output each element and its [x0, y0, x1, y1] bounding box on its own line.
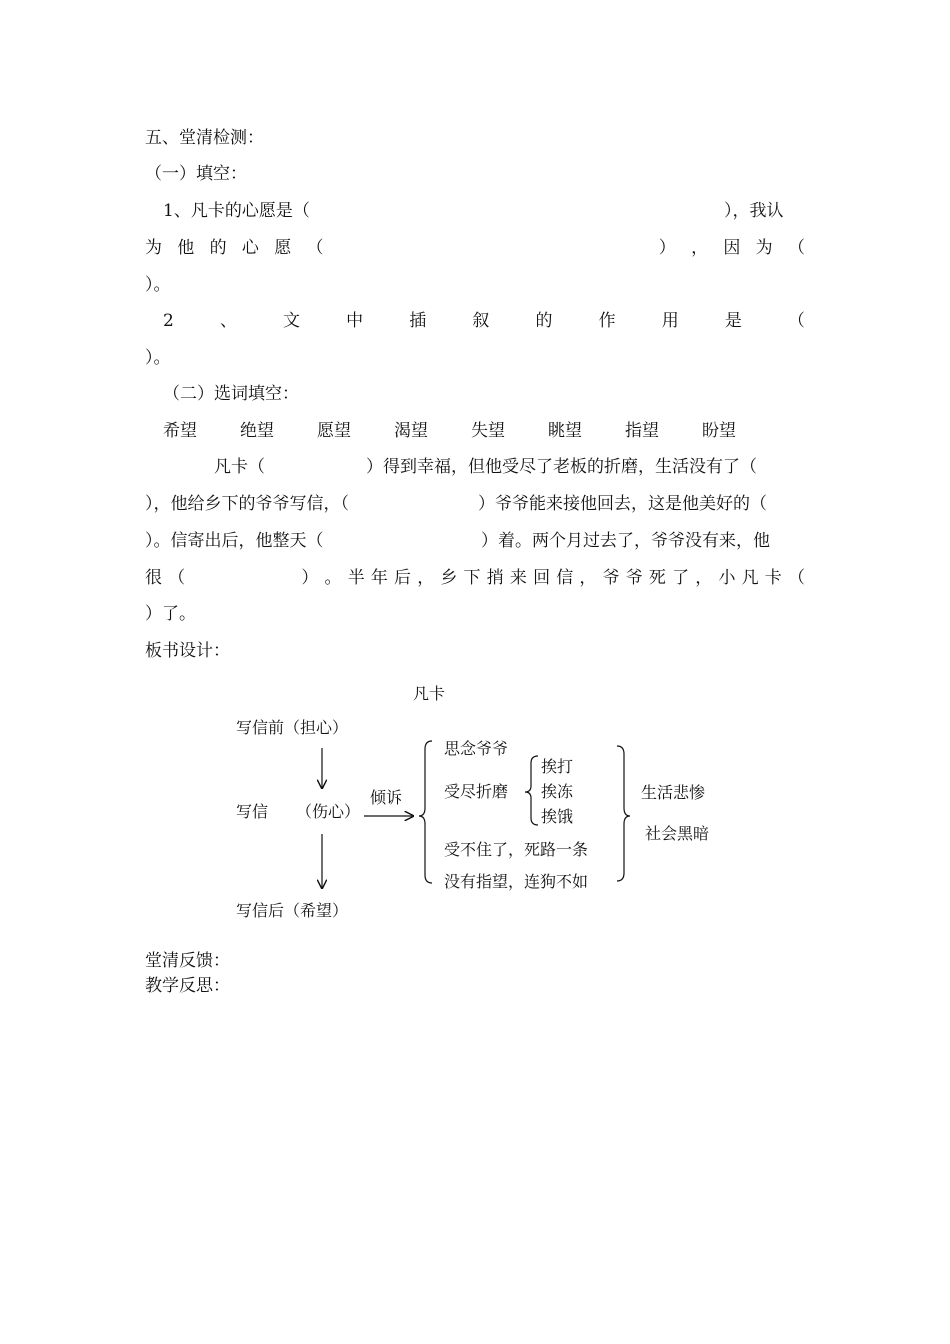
- writing-mood: （伤心）: [296, 802, 361, 821]
- confide-label: 倾诉: [370, 788, 403, 807]
- board-label: 板书设计：: [145, 641, 230, 661]
- missing-grandpa: 思念爷爷: [444, 739, 509, 758]
- word-choice-title: （二）选词填空：: [163, 384, 299, 404]
- after-writing: 写信后（希望）: [236, 901, 349, 920]
- dark-society: 社会黑暗: [645, 824, 710, 843]
- word: 渴望: [394, 421, 428, 441]
- miserable-life: 生活悲惨: [641, 783, 706, 802]
- word-bank: [163, 423, 779, 440]
- q1-line1-right: ），我认: [724, 201, 784, 221]
- q2-line1: 2 、 文 中 插 叙 的 作 用 是 （: [163, 311, 805, 331]
- paragraph-line1-b: ）得到幸福，但他受尽了老板的折磨，生活没有了（: [366, 457, 757, 477]
- word: 盼望: [702, 421, 736, 441]
- q1-line3: ）。: [145, 275, 171, 295]
- reflection-label: 教学反思：: [145, 976, 230, 996]
- right-brace: [617, 746, 630, 881]
- paragraph-line2-b: ）爷爷能来接他回去，这是他美好的（: [478, 494, 767, 514]
- paragraph-line4: 很 （ ） 。 半 年 后 ， 乡 下 捎 来 回 信 ， 爷 爷 死 了 ， 小 凡 卡 （: [145, 568, 805, 588]
- q1-line2: 为 他 的 心 愿 （ ） ， 因 为 （: [145, 238, 805, 258]
- q2-line2: ）。: [145, 348, 171, 368]
- word: 希望: [163, 421, 197, 441]
- board-title: 凡卡: [413, 684, 446, 703]
- paragraph-line1-a: 凡卡（: [214, 457, 265, 477]
- q1-line1-left: 1、凡卡的心愿是（: [163, 201, 310, 221]
- paragraph-line5: ）了。: [145, 604, 196, 624]
- no-hope: 没有指望，连狗不如: [444, 872, 589, 891]
- fill-blank-title: （一）填空：: [145, 164, 247, 184]
- cant-bear: 受不住了，死路一条: [444, 840, 589, 859]
- word: 绝望: [240, 421, 274, 441]
- feedback-label: 堂清反馈：: [145, 951, 230, 971]
- abuse-item: 挨打: [541, 757, 574, 776]
- abuse-item: 挨冻: [541, 782, 574, 801]
- paragraph-line2-a: ），他给乡下的爷爷写信，（: [145, 494, 349, 514]
- before-writing: 写信前（担心）: [236, 718, 349, 737]
- word: 眺望: [548, 421, 582, 441]
- paragraph-line3-a: ）。信寄出后，他整天（: [145, 531, 324, 551]
- paragraph-line3-b: ）着。两个月过去了，爷爷没有来，他: [481, 531, 770, 551]
- suffering: 受尽折磨: [444, 782, 509, 801]
- left-brace: [419, 741, 432, 883]
- small-brace: [525, 756, 538, 825]
- word: 愿望: [317, 421, 351, 441]
- writing: 写信: [236, 802, 269, 821]
- section5-title: 五、堂清检测：: [145, 128, 264, 148]
- word: 失望: [471, 421, 505, 441]
- word: 指望: [625, 421, 659, 441]
- abuse-item: 挨饿: [541, 807, 574, 826]
